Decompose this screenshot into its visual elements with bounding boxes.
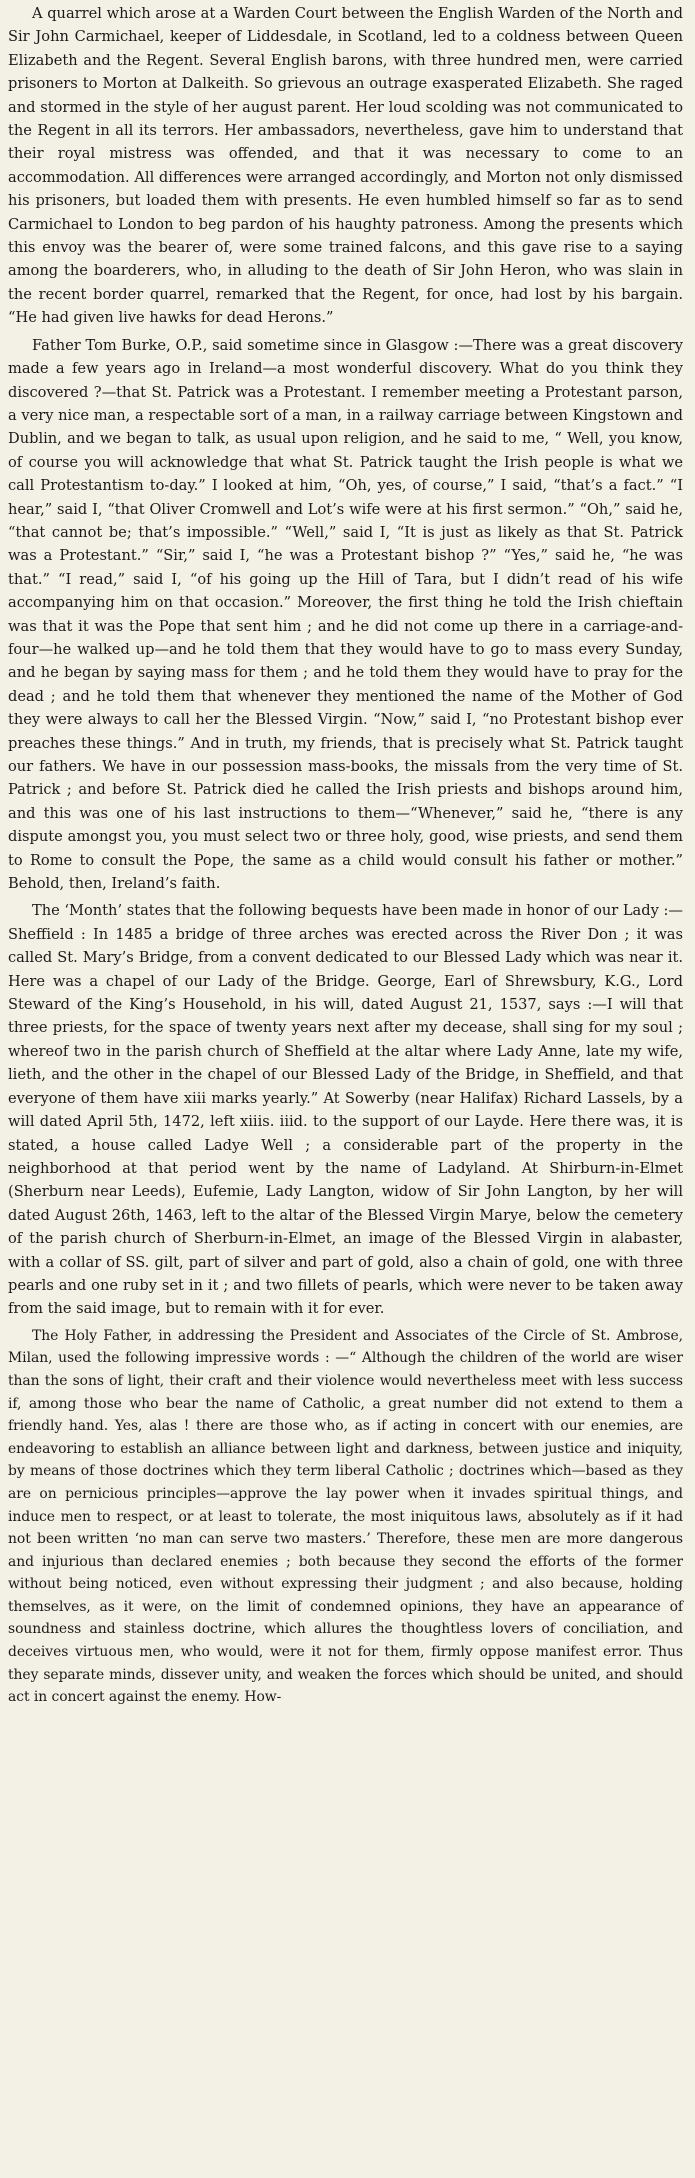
paragraph-father-burke: Father Tom Burke, O.P., said sometime since in Glasgow :—There was a great discovery made a few years ago in Ireland—a most wonderful discovery. What do you think they discovered ?—that St. Patrick was a Protestant. I remember meeting a Protestant parson, a very nice man, a respectable sort of a man, in a railway carriage between Kingstown and Dublin, and we began to talk, as usual upon religion, and he said to me, “ Well, you know, of course you will acknowledge that what St. Patrick taught the Irish people is what we call Protestantism to-day.” I looked at him, “Oh, yes, of course,” I said, “that’s a fact.” “I hear,” said I, “that Oliver Cromwell and Lot’s wife were at his first sermon.” “Oh,” said he, “that cannot be; that’s impossible.” “Well,” said I, “It is just as likely as that St. Patrick was a Protestant.” “Sir,” said I, “he was a Protestant bishop ?” “Yes,” said he, “he was that.” “I read,” said I, “of his going up the Hill of Tara, but I didn’t read of his wife accompanying him on that occasion.” Moreover, the first thing he told the Irish chieftain was that it was the Pope that sent him ; and he did not come up there in a carriage-and-four—he walked up—and he told them that they would have to go to mass every Sunday, and he began by saying mass for them ; and he told them they would have to pray for the dead ; and he told them that whenever they mentioned the name of the Mother of God they were always to call her the Blessed Virgin. “Now,” said I, “no Protestant bishop ever preaches these things.” And in truth, my friends, that is precisely what St. Patrick taught our fathers. We have in our possession mass-books, the missals from the very time of St. Patrick ; and before St. Patrick died he called the Irish priests and bishops around him, and this was one of his last instructions to them—“Whenever,” said he, “there is any dispute amongst you, you must select two or three holy, good, wise priests, and send them to Rome to consult the Pope, the same as a child would consult his father or mother.” Behold, then, Ireland’s faith. [8,336,683,893]
paragraph-holy-father: The Holy Father, in addressing the President and Associates of the Circle of St. Ambrose, Milan, used the following impressive words : —“ Although the children of the world are wiser than the sons of light, their craft and their violence would nevertheless meet with less success if, among those who bear the name of Catholic, a great number did not extend to them a friendly hand. Yes, alas ! there are those who, as if acting in concert with our enemies, are endeavoring to establish an alliance between light and darkness, between justice and iniquity, by means of those doctrines which they term liberal Catholic ; doctrines which—based as they are on pernicious principles—approve the lay power when it invades spiritual things, and induce men to respect, or at least to tolerate, the most iniquitous laws, absolutely as if it had not been written ‘no man can serve two masters.’ Therefore, these men are more dangerous and injurious than declared enemies ; both because they second the efforts of the former without being noticed, even without expressing their judgment ; and also because, holding themselves, as it were, on the limit of condemned opinions, they have an appearance of soundness and stainless doctrine, which allures the thoughtless lovers of conciliation, and deceives virtuous men, who would, were it not for them, firmly oppose manifest error. Thus they separate minds, dissever unity, and weaken the forces which should be united, and should act in concert against the enemy. How- [8,1327,683,1706]
paragraph-warden-court: A quarrel which arose at a Warden Court between the English Warden of the North and Sir John Carmichael, keeper of Liddesdale, in Scotland, led to a coldness between Queen Elizabeth and the Regent. Several English barons, with three hundred men, were carried prisoners to Morton at Dalkeith. So grievous an outrage exasperated Elizabeth. She raged and stormed in the style of her august parent. Her loud scolding was not communicated to the Regent in all its terrors. Her ambassadors, nevertheless, gave him to understand that their royal mistress was offended, and that it was necessary to come to an accommodation. All differences were arranged accordingly, and Morton not only dismissed his prisoners, but loaded them with presents. He even humbled himself so far as to send Carmichael to London to beg pardon of his haughty patroness. Among the presents which this envoy was the bearer of, were some trained falcons, and this gave rise to a saying among the boarderers, who, in alluding to the death of Sir John Heron, who was slain in the recent border quarrel, remarked that the Regent, for once, had lost by his bargain. “He had given live hawks for dead Herons.” [8,5,683,327]
paragraph-bequests-our-lady: The ‘Month’ states that the following bequests have been made in honor of our Lady :—Sheffield : In 1485 a bridge of three arches was erected across the River Don ; it was called St. Mary’s Bridge, from a convent dedicated to our Blessed Lady which was near it. Here was a chapel of our Lady of the Bridge. George, Earl of Shrewsbury, K.G., Lord Steward of the King’s Household, in his will, dated August 21, 1537, says :—I will that three priests, for the space of twenty years next after my decease, shall sing for my soul ; whereof two in the parish church of Sheffield at the altar where Lady Anne, late my wife, lieth, and the other in the chapel of our Blessed Lady of the Bridge, in Sheffield, and that everyone of them have xiii marks yearly.” At Sowerby (near Halifax) Richard Lassels, by a will dated April 5th, 1472, left xiiis. iiid. to the support of our Layde. Here there was, it is stated, a house called Ladye Well ; a considerable part of the property in the neighborhood at that period went by the name of Ladyland. At Shirburn-in-Elmet (Sherburn near Leeds), Eufemie, Lady Langton, widow of Sir John Langton, by her will dated August 26th, 1463, left to the altar of the Blessed Virgin Marye, below the cemetery of the parish church of Sherburn-in-Elmet, an image of the Blessed Virgin in alabaster, with a collar of SS. gilt, part of silver and part of gold, also a chain of gold, one with three pearls and one ruby set in it ; and two fillets of pearls, which were never to be taken away from the said image, but to remain with it for ever. [8,902,683,1318]
